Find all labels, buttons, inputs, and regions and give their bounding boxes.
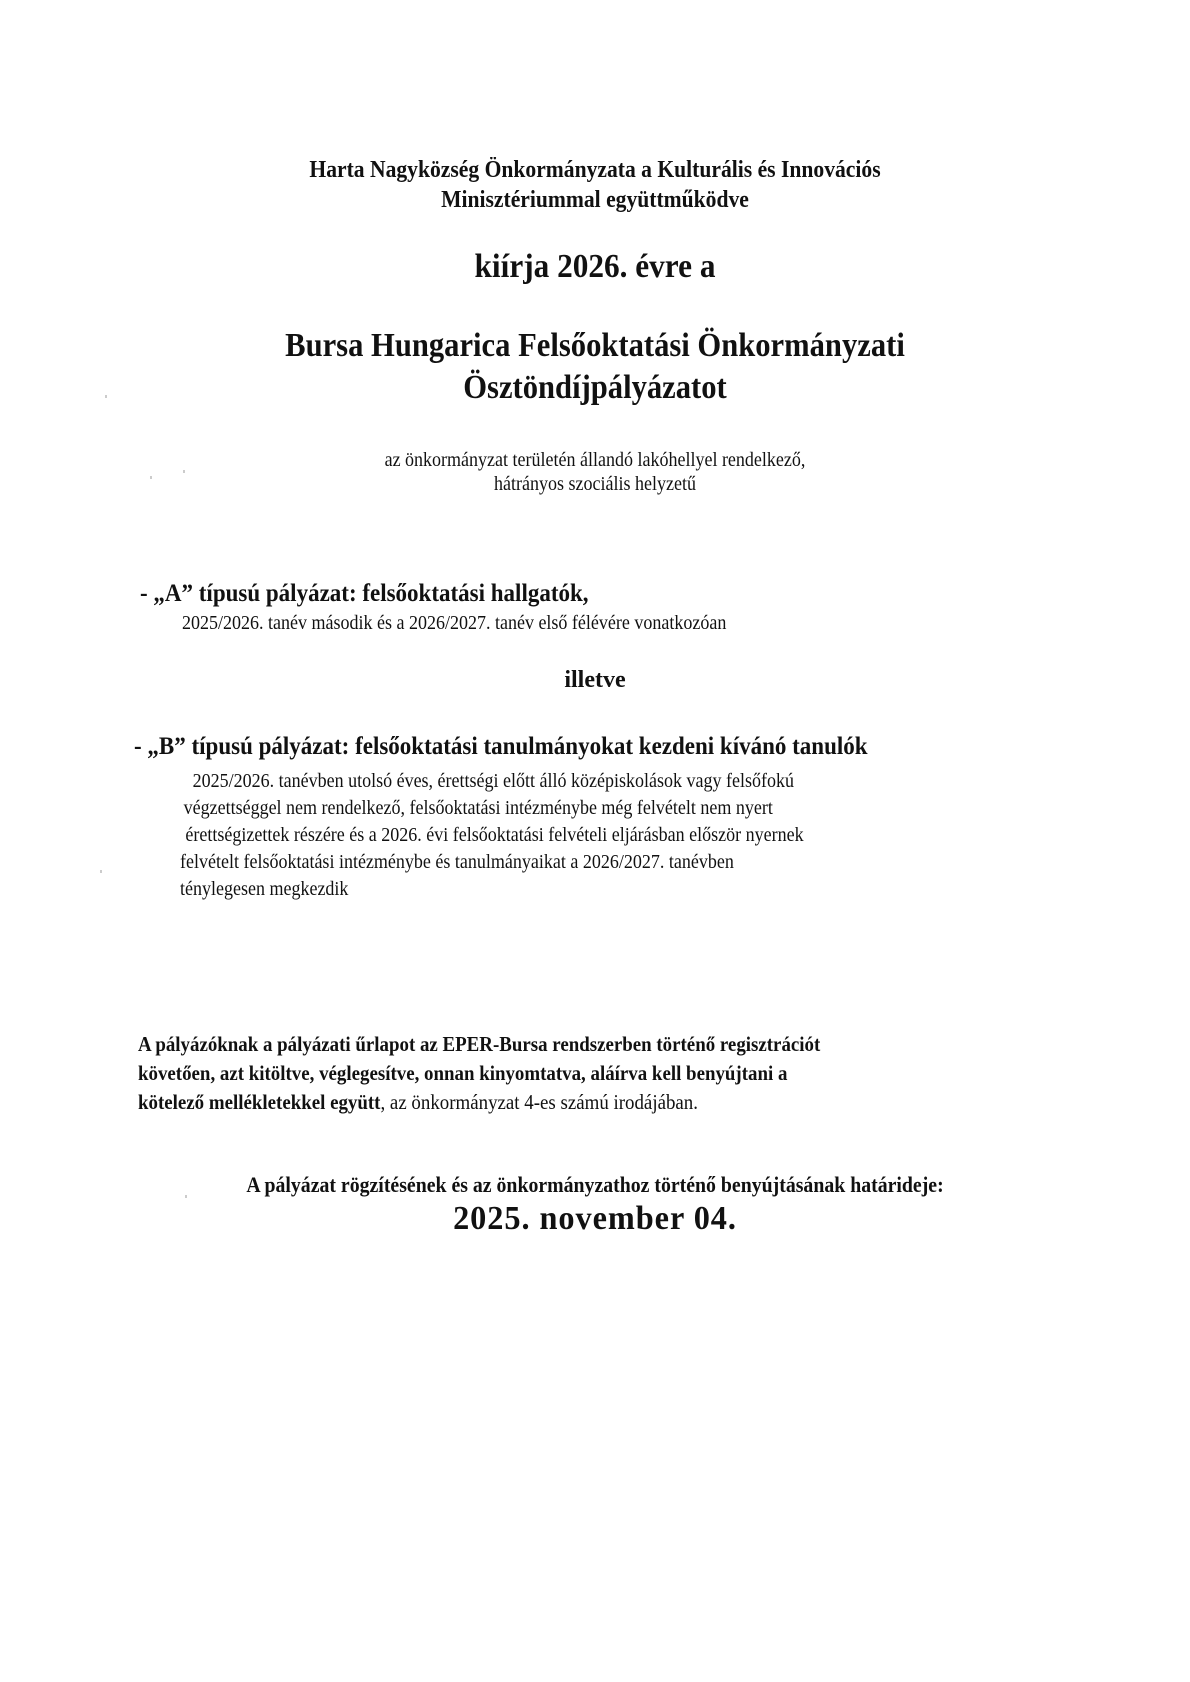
type-a-heading: - „A” típusú pályázat: felsőoktatási hallgatók,: [140, 580, 589, 607]
target-line-1: az önkormányzat területén állandó lakóhellyel rendelkező,: [384, 449, 806, 471]
target-line-2: hátrányos szociális helyzetű: [494, 473, 696, 495]
scan-speck: [100, 870, 102, 873]
title-line-1: Bursa Hungarica Felsőoktatási Önkormányzati: [285, 327, 905, 364]
submission-line-2: követően, azt kitöltve, véglegesítve, onnan kinyomtatva, aláírva kell benyújtani a: [138, 1061, 788, 1085]
announcement: kiírja 2026. évre a: [474, 248, 716, 285]
submission-line-1: A pályázóknak a pályázati űrlapot az EPER-Bursa rendszerben történő regisztrációt: [138, 1032, 821, 1056]
type-b-line-1: 2025/2026. tanévben utolsó éves, érettségi előtt álló középiskolások vagy felsőfokú: [192, 770, 794, 792]
title-line-2: Ösztöndíjpályázatot: [463, 369, 727, 406]
scan-speck: [185, 1195, 187, 1198]
submission-attachments: kötelező mellékletekkel együtt: [138, 1090, 381, 1114]
type-a-description: 2025/2026. tanév második és a 2026/2027. tanév első félévére vonatkozóan: [182, 612, 727, 634]
type-b-line-5: ténylegesen megkezdik: [180, 878, 349, 900]
type-b-line-4: felvételt felsőoktatási intézménybe és tanulmányaikat a 2026/2027. tanévben: [180, 851, 734, 873]
submission-instructions: [138, 1030, 820, 1117]
type-b-heading: - „B” típusú pályázat: felsőoktatási tanulmányokat kezdeni kívánó tanulók: [134, 733, 868, 760]
issuer-header: [60, 155, 1131, 215]
deadline-label: A pályázat rögzítésének és az önkormányzathoz történő benyújtásának határideje:: [246, 1172, 944, 1197]
scan-speck: [150, 476, 152, 479]
type-b-line-2: végzettséggel nem rendelkező, felsőoktatási intézménybe még felvételt nem nyert: [183, 797, 773, 819]
scan-speck: [183, 470, 185, 473]
target-group: [60, 448, 1131, 496]
connector-text: illetve: [564, 667, 626, 693]
type-b-description: [180, 768, 804, 903]
scan-speck: [105, 395, 107, 398]
submission-line-3: [138, 1088, 820, 1117]
type-b-line-3: érettségizettek részére és a 2026. évi felsőoktatási felvételi eljárásban először nyernek: [185, 824, 804, 846]
issuer-line-1: Harta Nagyközség Önkormányzata a Kulturális és Innovációs: [309, 157, 881, 183]
deadline-date: 2025. november 04.: [453, 1200, 737, 1237]
document-title: [60, 325, 1131, 409]
submission-office: , az önkormányzat 4-es számú irodájában.: [380, 1090, 698, 1114]
issuer-line-2: Minisztériummal együttműködve: [441, 187, 749, 213]
